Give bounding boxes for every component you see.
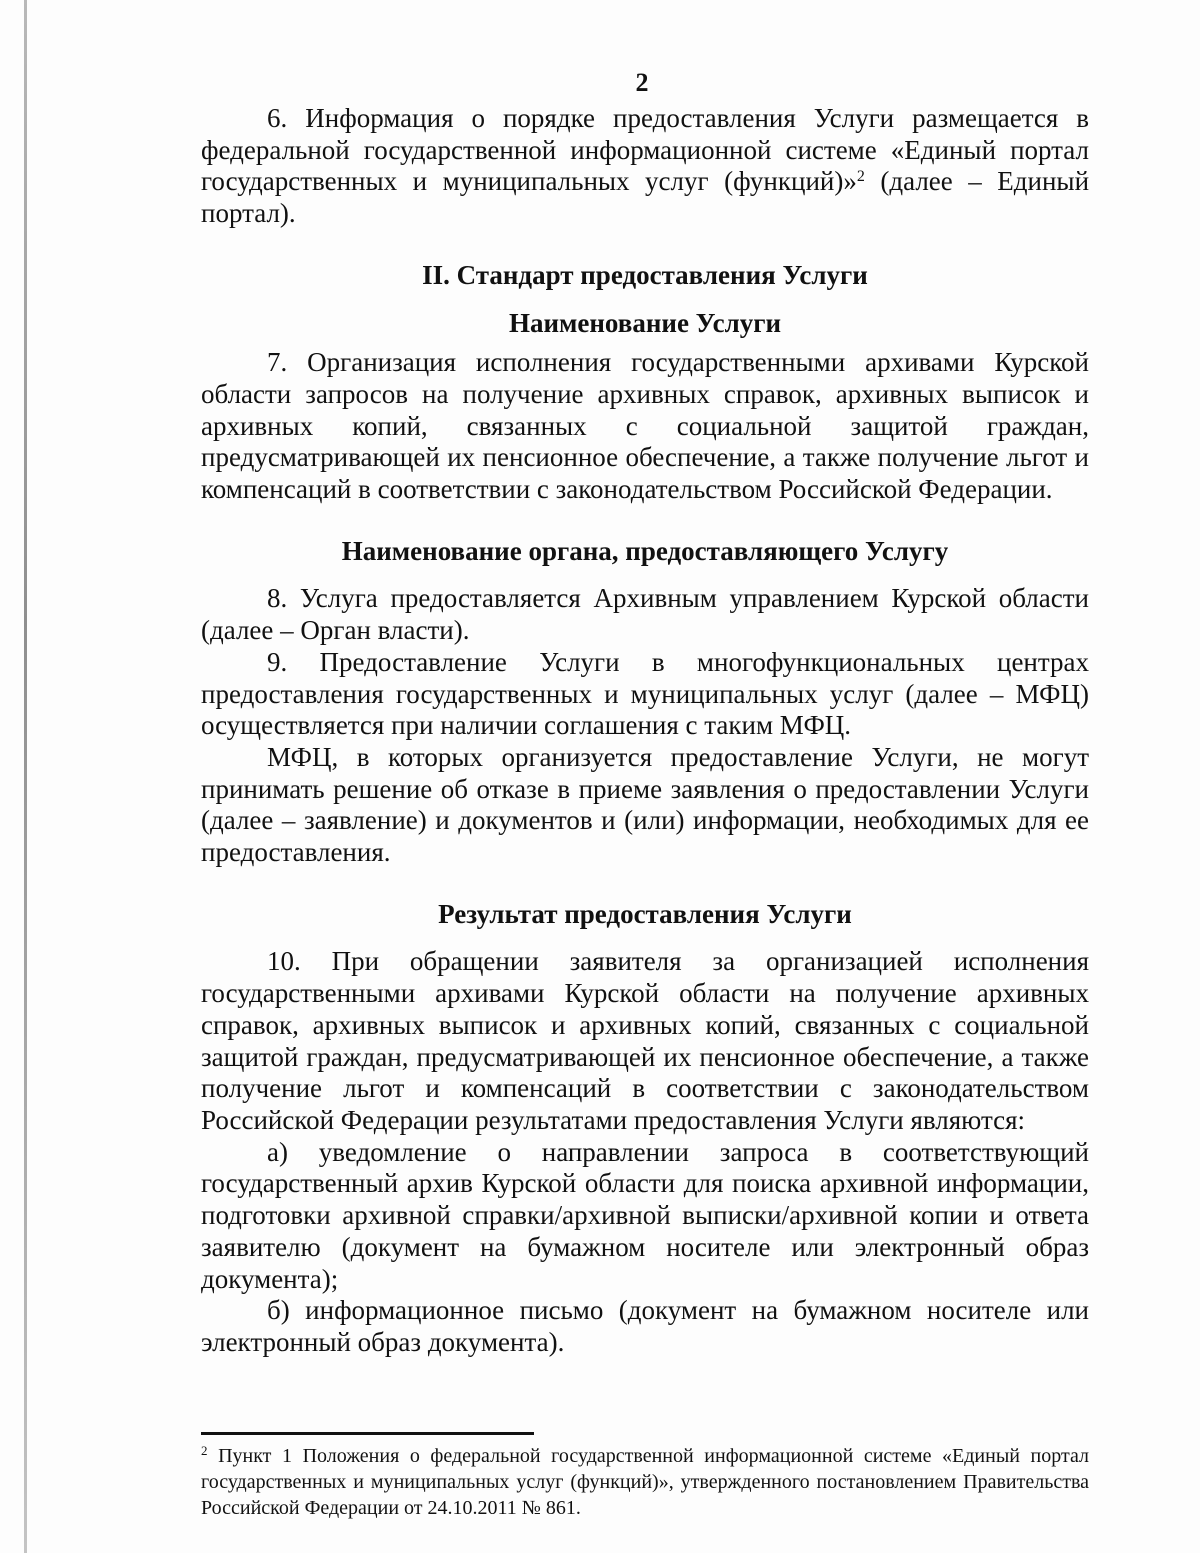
heading-authority: Наименование органа, предоставляющего Услугу — [341, 535, 949, 566]
paragraph-8: 8. Услуга предоставляется Архивным управлением Курской области (далее – Орган власти). — [201, 583, 1089, 646]
paragraph-9-mfc: МФЦ, в которых организуется предоставление Услуги, не могут принимать решение об отказе в приеме заявления о предоставлении Услуги (далее – заявление) и документов и (или) информации, необходимых для ее предоставления. — [201, 741, 1089, 868]
paragraph-6-text-after: (далее – Единый портал). — [201, 166, 1090, 229]
heading-service-name: Наименование Услуги — [508, 307, 782, 338]
page-number: 2 — [635, 68, 649, 97]
paragraph-10a: а) уведомление о направлении запроса в соответствующий государственный архив Курской области для поиска архивной информации, подготовки архивной справки/архивной выписки/архивной копии и ответа заявителю (документ на бумажном носителе или электронный образ документа); — [201, 1136, 1089, 1294]
document-body — [201, 103, 1089, 1359]
footnote-number: 2 — [201, 1443, 208, 1458]
footnote-separator — [201, 1432, 534, 1435]
footnote-text: Пункт 1 Положения о федеральной государственной информационной системе «Единый портал государственных и муниципальных услуг (функций)», утвержденного постановлением Правительства Российской Федерации от 24.10.2011 № 861. — [201, 1445, 1089, 1519]
heading-result: Результат предоставления Услуги — [438, 898, 852, 929]
paragraph-9: 9. Предоставление Услуги в многофункциональных центрах предоставления государственных и муниципальных услуг (далее – МФЦ) осуществляется при наличии соглашения с таким МФЦ. — [201, 646, 1089, 741]
section-title: II. Стандарт предоставления Услуги — [422, 259, 868, 290]
footnote — [201, 1443, 1089, 1521]
paragraph-6 — [201, 103, 1089, 230]
footnote-reference[interactable]: 2 — [856, 168, 865, 186]
scan-edge-shadow — [24, 0, 27, 1553]
paragraph-6-text: 6. Информация о порядке предоставления Услуги размещается в федеральной государственной информационной системе «Единый портал государственных и муниципальных услуг (функций)» — [201, 103, 1089, 197]
paragraph-7: 7. Организация исполнения государственными архивами Курской области запросов на получение архивных справок, архивных выписок и архивных копий, связанных с социальной защитой граждан, предусматривающей их пенсионное обеспечение, а также получение льгот и компенсаций в соответствии с законодательством Российской Федерации. — [201, 347, 1089, 505]
paragraph-10b: б) информационное письмо (документ на бумажном носителе или электронный образ документа). — [201, 1295, 1089, 1357]
paragraph-10: 10. При обращении заявителя за организацией исполнения государственными архивами Курской области на получение архивных справок, архивных выписок и архивных копий, связанных с социальной защитой граждан, предусматривающей их пенсионное обеспечение, а также получение льгот и компенсаций в соответствии с законодательством Российской Федерации результатами предоставления Услуги являются: — [201, 946, 1089, 1135]
